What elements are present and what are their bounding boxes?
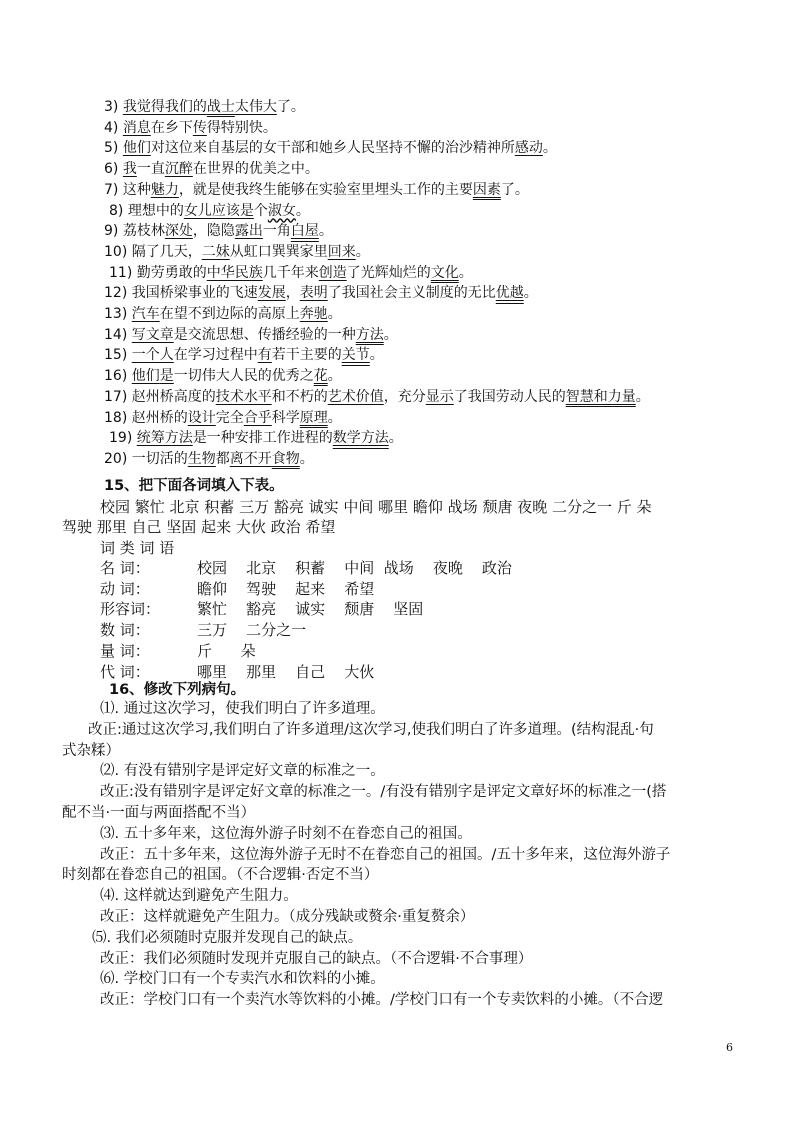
sentence-text: 了我国劳动人民的 — [453, 388, 566, 405]
sentence-number: 11) — [109, 264, 137, 281]
sentence-text: 科学 — [271, 409, 300, 426]
correction-line: 时刻都在眷恋自己的祖国。（不合逻辑·否定不当） — [62, 867, 379, 884]
sentence-text: 几千年来 — [262, 264, 319, 281]
sentence-text: 。 — [295, 202, 310, 219]
marked-phrase: 智慧和力量 — [565, 388, 636, 405]
sentence-text: 。 — [542, 140, 557, 157]
sentence-text: ， — [285, 285, 300, 302]
marked-phrase: 有 — [257, 347, 272, 364]
sentence-text: 。 — [635, 388, 650, 405]
marked-phrase: 淑女 — [267, 202, 296, 219]
sentence-item — [104, 408, 342, 428]
sentence-item — [104, 325, 398, 345]
sentence-item — [104, 221, 333, 241]
correction-line: 改正：我们必须随时发现并克服自己的缺点。（不合逻辑·不合事理） — [100, 950, 533, 967]
sentence-number: 8) — [109, 202, 128, 219]
sentence-text: 隔了几天， — [131, 243, 202, 260]
sentence-text: 。 — [388, 430, 403, 447]
sentence-text: 完全 — [215, 409, 244, 426]
correction-line: ⑸. 我们必须随时克服并发现自己的缺点。 — [92, 929, 363, 946]
marked-phrase: 战士 — [206, 99, 235, 115]
sentence-text: 。 — [383, 326, 398, 343]
word-class-words: 繁忙 豁亮 诚实 颓唐 坚固 — [197, 600, 424, 619]
marked-phrase: 关节 — [341, 347, 370, 364]
marked-phrase: 沉醉 — [164, 161, 193, 178]
word-class-words: 校园 北京 积蓄 中间 战场 夜晚 政治 — [197, 559, 512, 577]
sentence-text: 对这位来自基层的女干部和她乡人民坚持不懈的治沙精神所 — [150, 140, 515, 157]
sentence-text: 是 — [192, 430, 207, 447]
sentence-item — [104, 180, 529, 200]
marked-phrase: 生物 — [187, 450, 216, 467]
sentence-number: 7) — [104, 181, 123, 198]
marked-phrase: 我 — [122, 161, 137, 178]
marked-phrase: 方法 — [355, 326, 384, 343]
sentence-text: 在学习过程中 — [173, 347, 258, 364]
sentence-number: 3) — [104, 99, 123, 115]
marked-phrase: 二妹 — [201, 243, 230, 260]
sentence-item — [104, 97, 305, 117]
sentence-number: 5) — [104, 140, 123, 157]
sentence-number: 15) — [104, 347, 132, 364]
marked-phrase: 优越 — [495, 285, 524, 302]
marked-phrase: 奔驰 — [299, 306, 328, 322]
word-class-label: 代 词： — [100, 662, 150, 681]
marked-phrase: 统筹方法 — [136, 430, 193, 447]
sentence-number: 20) — [104, 450, 132, 467]
sentence-text: 了我国社会主义制度的无比 — [327, 285, 496, 302]
sentence-item — [104, 283, 538, 303]
sentence-item — [109, 201, 310, 221]
marked-phrase: 因素 — [472, 181, 501, 198]
correction-line: 改正:通过这次学习,我们明白了许多道理/这次学习,使我们明白了许多道理。(结构混乱·句 — [88, 721, 654, 738]
sentence-text: 。 — [299, 450, 314, 467]
sentence-text: 从虹口巽巽家里 — [229, 243, 328, 260]
sentence-text: 是 — [173, 326, 188, 343]
sentence-item — [104, 118, 277, 138]
sentence-text: 赵州桥的 — [131, 409, 188, 426]
sentence-item — [104, 138, 557, 158]
sentence-text: 一角 — [262, 223, 291, 240]
marked-phrase: 回来 — [327, 243, 356, 260]
correction-line: 改正：这样就避免产生阻力。（成分残缺或赘余·重复赘余） — [100, 909, 475, 925]
sentence-text: 在世界的优美之中。 — [192, 161, 319, 178]
marked-phrase: 数学方法 — [332, 430, 389, 447]
sentence-text: 我国桥梁事业的飞速 — [131, 285, 258, 302]
marked-phrase: 表明 — [299, 285, 328, 302]
sentence-item — [104, 449, 314, 469]
sentence-number: 14) — [104, 326, 132, 343]
marked-phrase: 合乎 — [243, 409, 272, 426]
sentence-number: 4) — [104, 119, 123, 136]
marked-phrase: 原理 — [299, 409, 328, 426]
correction-line: ⑷. 这样就达到避免产生阻力。 — [100, 888, 298, 905]
sentence-item — [104, 345, 384, 365]
sentence-text: 。 — [327, 306, 342, 322]
sentence-number: 9) — [104, 223, 123, 240]
sentence-text: 和 — [271, 388, 286, 405]
marked-phrase: 深处 — [164, 223, 193, 240]
marked-phrase: 汽车 — [131, 306, 160, 322]
correction-line: ⑶. 五十多年来，这位海外游子时刻不在眷恋自己的祖国。 — [100, 825, 472, 842]
marked-phrase: 他们 — [122, 140, 151, 157]
sentence-item — [104, 159, 319, 179]
correction-line: 改正：学校门口有一个卖汽水等饮料的小摊。/学校门口有一个专卖饮料的小摊。（不合逻 — [100, 992, 664, 1009]
marked-phrase: 消息 — [122, 119, 151, 136]
sentence-number: 17) — [104, 388, 132, 405]
marked-phrase: 写文章 — [131, 326, 174, 343]
sentence-text: 一种安排工作进程的 — [206, 430, 333, 447]
correction-line: 改正：五十多年来，这位海外游子无时不在眷恋自己的祖国。/五十多年来，这位海外游子 — [100, 846, 671, 863]
sentence-text: 这种 — [122, 181, 151, 198]
word-class-words: 三万 二分之一 — [197, 621, 307, 640]
page-number: 6 — [726, 1041, 733, 1054]
word-class-label: 数 词： — [100, 621, 150, 640]
sentence-text: 在望不到边际的高原上 — [159, 306, 300, 322]
q15-table-header: 词 类 词 语 — [100, 539, 175, 557]
sentence-text: 。 — [355, 243, 370, 260]
marked-phrase: 白屋 — [290, 223, 319, 240]
sentence-item — [109, 263, 473, 283]
word-class-words: 哪里 那里 自己 大伙 — [197, 662, 375, 681]
sentence-text: 得特别快。 — [206, 119, 277, 136]
marked-phrase: 传 — [192, 119, 207, 136]
sentence-text: 赵州桥高度的 — [131, 388, 216, 405]
sentence-text: 个 — [253, 202, 268, 219]
word-class-label: 量 词： — [100, 641, 150, 660]
marked-phrase: 离不开 — [229, 450, 272, 467]
marked-phrase: 艺术价值 — [327, 388, 384, 405]
sentence-number: 19) — [109, 430, 137, 447]
correction-line: ⑵. 有没有错别字是评定好文章的标准之一。 — [100, 763, 385, 780]
sentence-item — [104, 387, 650, 407]
sentence-item — [104, 366, 342, 386]
sentence-number: 12) — [104, 285, 132, 302]
sentence-text: 若干主要的 — [271, 347, 342, 364]
sentence-text: 不朽的 — [285, 388, 328, 405]
marked-phrase: 花 — [313, 368, 328, 385]
sentence-text: 理想中的 — [127, 202, 184, 219]
sentence-text: 。 — [523, 285, 538, 302]
sentence-text: 了光辉灿烂的 — [346, 264, 431, 281]
marked-phrase: 创造 — [318, 264, 347, 281]
sentence-text: 。 — [318, 223, 333, 240]
sentence-number: 18) — [104, 409, 132, 426]
marked-phrase: 我觉得我们的 — [122, 99, 207, 115]
marked-phrase: 他们 — [131, 368, 160, 385]
sentence-text: 一切伟大人民的优秀之 — [173, 368, 314, 385]
marked-phrase: 显示 — [425, 388, 454, 405]
sentence-text: 荔枝林 — [122, 223, 165, 240]
sentence-item — [104, 242, 370, 262]
sentence-text: ，隐隐 — [192, 223, 235, 240]
sentence-text: ，充分 — [383, 388, 426, 405]
marked-phrase: 一个人 — [131, 347, 174, 364]
sentence-number: 16) — [104, 368, 132, 385]
sentence-item — [104, 304, 342, 324]
word-class-words: 斤 朵 — [197, 641, 256, 660]
sentence-number: 13) — [104, 306, 132, 322]
q15-heading: 15、把下面各词填入下表。 — [104, 478, 284, 494]
sentence-text: ，就是使我终生能够在实验室里埋头工作的主要 — [178, 181, 473, 198]
marked-phrase: 露出 — [234, 223, 263, 240]
sentence-text: 。 — [369, 347, 384, 364]
correction-line: ⑹. 学校门口有一个专卖汽水和饮料的小摊。 — [100, 971, 385, 988]
marked-phrase: 技术水平 — [215, 388, 272, 405]
sentence-item — [109, 428, 403, 448]
word-class-label: 形容词： — [100, 600, 161, 619]
marked-phrase: 感动 — [514, 140, 543, 157]
marked-phrase: 魅力 — [150, 181, 179, 198]
q15-words-line1: 校园 繁忙 北京 积蓄 三万 豁亮 诚实 中间 哪里 瞻仰 战场 颓唐 夜晚 二分之一 斤 朵 — [100, 498, 652, 516]
q15-words-line2: 驾驶 那里 自己 坚固 起来 大伙 政治 希望 — [62, 518, 336, 536]
sentence-text: 。 — [458, 264, 473, 281]
marked-phrase: 女儿应该是 — [183, 202, 254, 219]
q16-heading: 16、修改下列病句。 — [109, 682, 246, 698]
sentence-text: 在乡下 — [150, 119, 193, 136]
sentence-text: 交流思想、传播经验的一种 — [187, 326, 356, 343]
marked-phrase: 中华民族 — [206, 264, 263, 281]
marked-phrase: 太伟大 — [234, 99, 277, 115]
sentence-text: 了。 — [276, 99, 305, 115]
sentence-number: 6) — [104, 161, 123, 178]
sentence-text: 一直 — [136, 161, 165, 178]
sentence-text: 都 — [215, 450, 230, 467]
sentence-text: 一切活的 — [131, 450, 188, 467]
marked-phrase: 发展 — [257, 285, 286, 302]
word-class-label: 动 词： — [100, 579, 150, 598]
marked-phrase: 是 — [159, 368, 174, 385]
word-class-label: 名 词： — [100, 559, 150, 577]
sentence-text: 了。 — [500, 181, 529, 198]
correction-line: 改正:没有错别字是评定好文章的标准之一。/有没有错别字是评定文章好坏的标准之一(搭 — [100, 784, 667, 801]
correction-line: ⑴. 通过这次学习，使我们明白了许多道理。 — [100, 701, 385, 717]
marked-phrase: 食物 — [271, 450, 300, 467]
sentence-text: 。 — [327, 368, 342, 385]
marked-phrase: 文化 — [430, 264, 459, 281]
sentence-number: 10) — [104, 243, 132, 260]
sentence-text: 勤劳勇敢的 — [136, 264, 207, 281]
correction-line: 式杂糅） — [62, 742, 120, 759]
marked-phrase: 设计 — [187, 409, 216, 426]
sentence-text: 。 — [327, 409, 342, 426]
word-class-words: 瞻仰 驾驶 起来 希望 — [197, 579, 375, 598]
correction-line: 配不当·一面与两面搭配不当） — [62, 805, 256, 821]
